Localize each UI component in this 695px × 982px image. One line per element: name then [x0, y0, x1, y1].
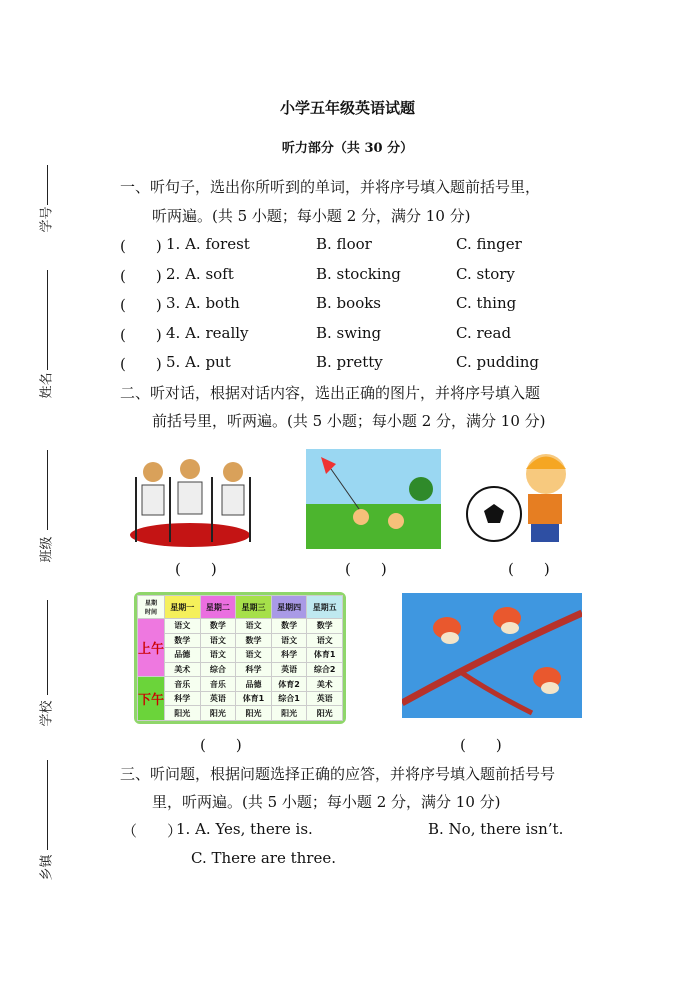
answer-paren-pic5[interactable]: ( ) [460, 736, 502, 754]
option-c: C. thing [456, 294, 517, 312]
schedule-cell: 科学 [165, 691, 201, 706]
student-id-line [47, 165, 48, 205]
schedule-cell: 语文 [200, 648, 236, 663]
schedule-cell: 语文 [200, 633, 236, 648]
option-c: C. finger [456, 235, 522, 253]
schedule-cell: 品德 [236, 677, 272, 692]
schedule-cell: 科学 [236, 662, 272, 677]
answer-paren[interactable]: ( ) [120, 266, 162, 285]
section1-instruction-cont: 听两遍。(共 5 小题；每小题 2 分，满分 10 分) [152, 207, 471, 225]
class-line [47, 450, 48, 530]
schedule-cell: 美术 [307, 677, 343, 692]
s3-q1-option-a: 1. A. Yes, there is. [176, 820, 313, 838]
answer-paren-pic1[interactable]: ( ) [175, 560, 217, 578]
option-b: B. swing [316, 323, 382, 342]
option-a: 4. A. really [166, 323, 249, 342]
option-c: C. pudding [456, 353, 540, 371]
schedule-cell: 音乐 [165, 677, 201, 692]
s3-q1-option-c: C. There are three. [191, 849, 336, 867]
schedule-cell: 科学 [271, 648, 307, 663]
picture-kite [306, 449, 441, 549]
answer-paren[interactable]: ( ) [120, 237, 162, 255]
name-line [47, 270, 48, 370]
schedule-cell: 综合2 [307, 662, 343, 677]
option-a: 3. A. both [166, 294, 240, 312]
schedule-cell: 数学 [200, 619, 236, 634]
schedule-cell: 语文 [165, 619, 201, 634]
schedule-day-header: 星期一 [165, 596, 201, 619]
section-subtitle: 听力部分（共 30 分） [281, 141, 414, 156]
option-a: 5. A. put [166, 353, 231, 371]
label-class: 班级 [39, 536, 55, 563]
town-line [47, 760, 48, 850]
schedule-cell: 品德 [165, 648, 201, 663]
schedule-cell: 数学 [271, 619, 307, 634]
schedule-cell: 语文 [236, 619, 272, 634]
schedule-cell: 英语 [307, 691, 343, 706]
label-school: 学校 [39, 700, 55, 727]
schedule-cell: 英语 [271, 662, 307, 677]
section3-instruction: 三、听问题，根据问题选择正确的应答，并将序号填入题前括号号 [120, 765, 556, 783]
schedule-day-header: 星期四 [271, 596, 307, 619]
schedule-cell: 音乐 [200, 677, 236, 692]
picture-birds [402, 593, 582, 718]
schedule-cell: 数学 [165, 633, 201, 648]
schedule-cell: 数学 [307, 619, 343, 634]
option-c: C. read [456, 323, 512, 342]
schedule-cell: 阳光 [307, 706, 343, 721]
school-line [47, 600, 48, 695]
answer-paren[interactable]: ( ) [120, 355, 162, 373]
answer-paren[interactable]: ( ) [120, 325, 162, 344]
schedule-cell: 阳光 [271, 706, 307, 721]
s3-q1-option-b: B. No, there isn’t. [428, 820, 564, 838]
schedule-corner: 星期 时间 [138, 596, 165, 619]
schedule-morning: 上午 [138, 619, 165, 677]
schedule-cell: 阳光 [200, 706, 236, 721]
page-title: 小学五年级英语试题 [279, 99, 415, 117]
schedule-cell: 阳光 [165, 706, 201, 721]
schedule-cell: 综合1 [271, 691, 307, 706]
option-a: 1. A. forest [166, 235, 250, 253]
section1-instruction: 一、听句子，选出你所听到的单词，并将序号填入题前括号里， [120, 178, 541, 196]
schedule-cell: 语文 [307, 633, 343, 648]
option-a: 2. A. soft [166, 264, 234, 283]
option-b: B. stocking [316, 264, 401, 283]
section2-instruction-cont: 前括号里，听两遍。(共 5 小题；每小题 2 分，满分 10 分) [152, 412, 546, 430]
option-c: C. story [456, 264, 515, 283]
section2-instruction: 二、听对话，根据对话内容，选出正确的图片，并将序号填入题 [120, 384, 541, 402]
answer-paren-pic4[interactable]: ( ) [200, 736, 242, 754]
label-student-id: 学号 [39, 206, 55, 233]
section3-instruction-cont: 里，听两遍。(共 5 小题；每小题 2 分，满分 10 分) [152, 793, 501, 811]
schedule-cell: 语文 [236, 648, 272, 663]
schedule-cell: 数学 [236, 633, 272, 648]
picture-football-boy [466, 449, 586, 549]
option-b: B. pretty [316, 353, 383, 371]
s3-q1-paren[interactable]: （ ） [122, 822, 183, 840]
schedule-cell: 综合 [200, 662, 236, 677]
option-b: B. books [316, 294, 382, 312]
schedule-day-header: 星期二 [200, 596, 236, 619]
schedule-afternoon: 下午 [138, 677, 165, 721]
picture-class-schedule [134, 592, 346, 724]
option-b: B. floor [316, 235, 372, 253]
schedule-day-header: 星期五 [307, 596, 343, 619]
answer-paren-pic3[interactable]: ( ) [508, 560, 550, 578]
schedule-cell: 体育2 [271, 677, 307, 692]
schedule-cell: 体育1 [307, 648, 343, 663]
answer-paren[interactable]: ( ) [120, 296, 162, 314]
schedule-day-header: 星期三 [236, 596, 272, 619]
schedule-cell: 英语 [200, 691, 236, 706]
answer-paren-pic2[interactable]: ( ) [345, 560, 387, 578]
label-name: 姓名 [39, 372, 55, 399]
schedule-cell: 体育1 [236, 691, 272, 706]
schedule-cell: 美术 [165, 662, 201, 677]
schedule-cell: 语文 [271, 633, 307, 648]
schedule-table [137, 595, 343, 721]
label-town: 乡镇 [39, 854, 55, 881]
schedule-cell: 阳光 [236, 706, 272, 721]
picture-farmers [128, 447, 256, 547]
